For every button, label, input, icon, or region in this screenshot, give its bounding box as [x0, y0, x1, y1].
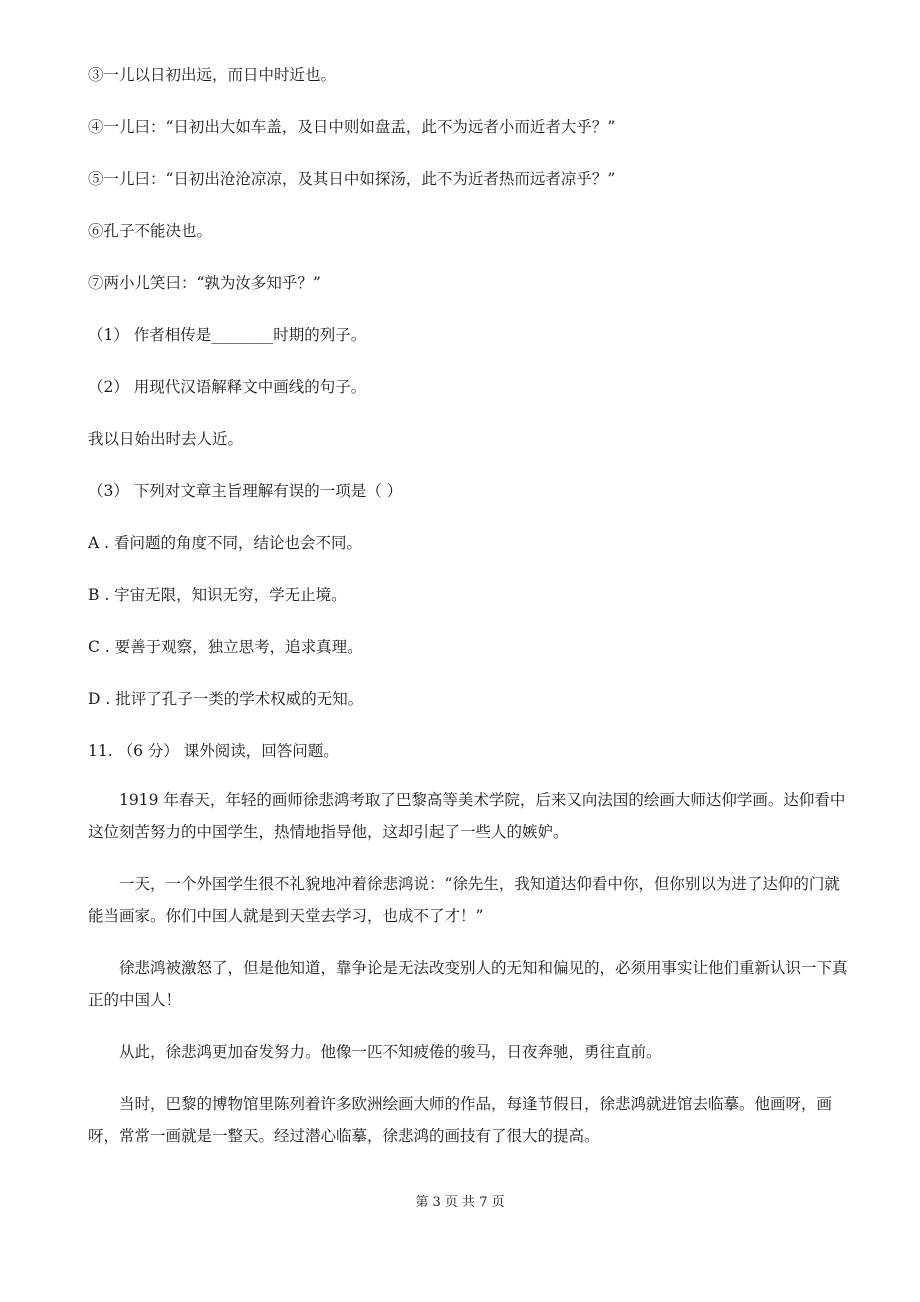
question-10-sub-2: （2） 用现代汉语解释文中画线的句子。	[88, 378, 367, 396]
question-10-sub-3: （3） 下列对文章主旨理解有误的一项是（ ）	[88, 482, 403, 500]
passage-line-3: ③一儿以日初出远，而日中时近也。	[88, 66, 337, 84]
option-b: B . 宇宙无限，知识无穷，学无止境。	[88, 586, 347, 604]
reading-paragraph-4: 从此，徐悲鸿更加奋发努力。他像一匹不知疲倦的骏马，日夜奔驰，勇往直前。	[119, 1043, 662, 1061]
option-a: A . 看问题的角度不同，结论也会不同。	[88, 534, 362, 552]
option-d: D . 批评了孔子一类的学术权威的无知。	[88, 690, 364, 708]
question-11-heading: 11. （6 分） 课外阅读，回答问题。	[88, 742, 339, 760]
reading-paragraph-5: 当时，巴黎的博物馆里陈列着许多欧洲绘画大师的作品，每逢节假日，徐悲鸿就进馆去临摹。他画呀，画呀，常常一画就是一整天。经过潜心临摹，徐悲鸿的画技有了很大的提高。	[88, 1095, 833, 1145]
passage-line-4: ④一儿曰：“日初出大如车盖，及日中则如盘盂，此不为远者小而近者大乎？”	[88, 118, 616, 136]
passage-line-5: ⑤一儿曰：“日初出沧沧凉凉，及其日中如探汤，此不为近者热而远者凉乎？”	[88, 170, 616, 188]
passage-line-6: ⑥孔子不能决也。	[88, 222, 213, 240]
reading-paragraph-1: 1919 年春天，年轻的画师徐悲鸿考取了巴黎高等美术学院，后来又向法国的绘画大师达仰学画。达仰看中这位刻苦努力的中国学生，热情地指导他，这却引起了一些人的嫉妒。	[88, 791, 846, 841]
reading-paragraph-2: 一天，一个外国学生很不礼貌地冲着徐悲鸿说：“徐先生，我知道达仰看中你，但你别以为进了达仰的门就能当画家。你们中国人就是到天堂去学习，也成不了才！”	[88, 875, 840, 925]
underlined-sentence: 我以日始出时去人近。	[88, 430, 244, 448]
reading-paragraph-3: 徐悲鸿被激怒了，但是他知道，靠争论是无法改变别人的无知和偏见的，必须用事实让他们重新认识一下真正的中国人！	[88, 959, 848, 1009]
option-c: C . 要善于观察，独立思考，追求真理。	[88, 638, 363, 656]
page-footer: 第 3 页 共 7 页	[415, 1195, 505, 1210]
question-10-sub-1: （1） 作者相传是________时期的列子。	[88, 326, 367, 344]
passage-line-7: ⑦两小儿笑曰：“孰为汝多知乎？”	[88, 274, 321, 292]
